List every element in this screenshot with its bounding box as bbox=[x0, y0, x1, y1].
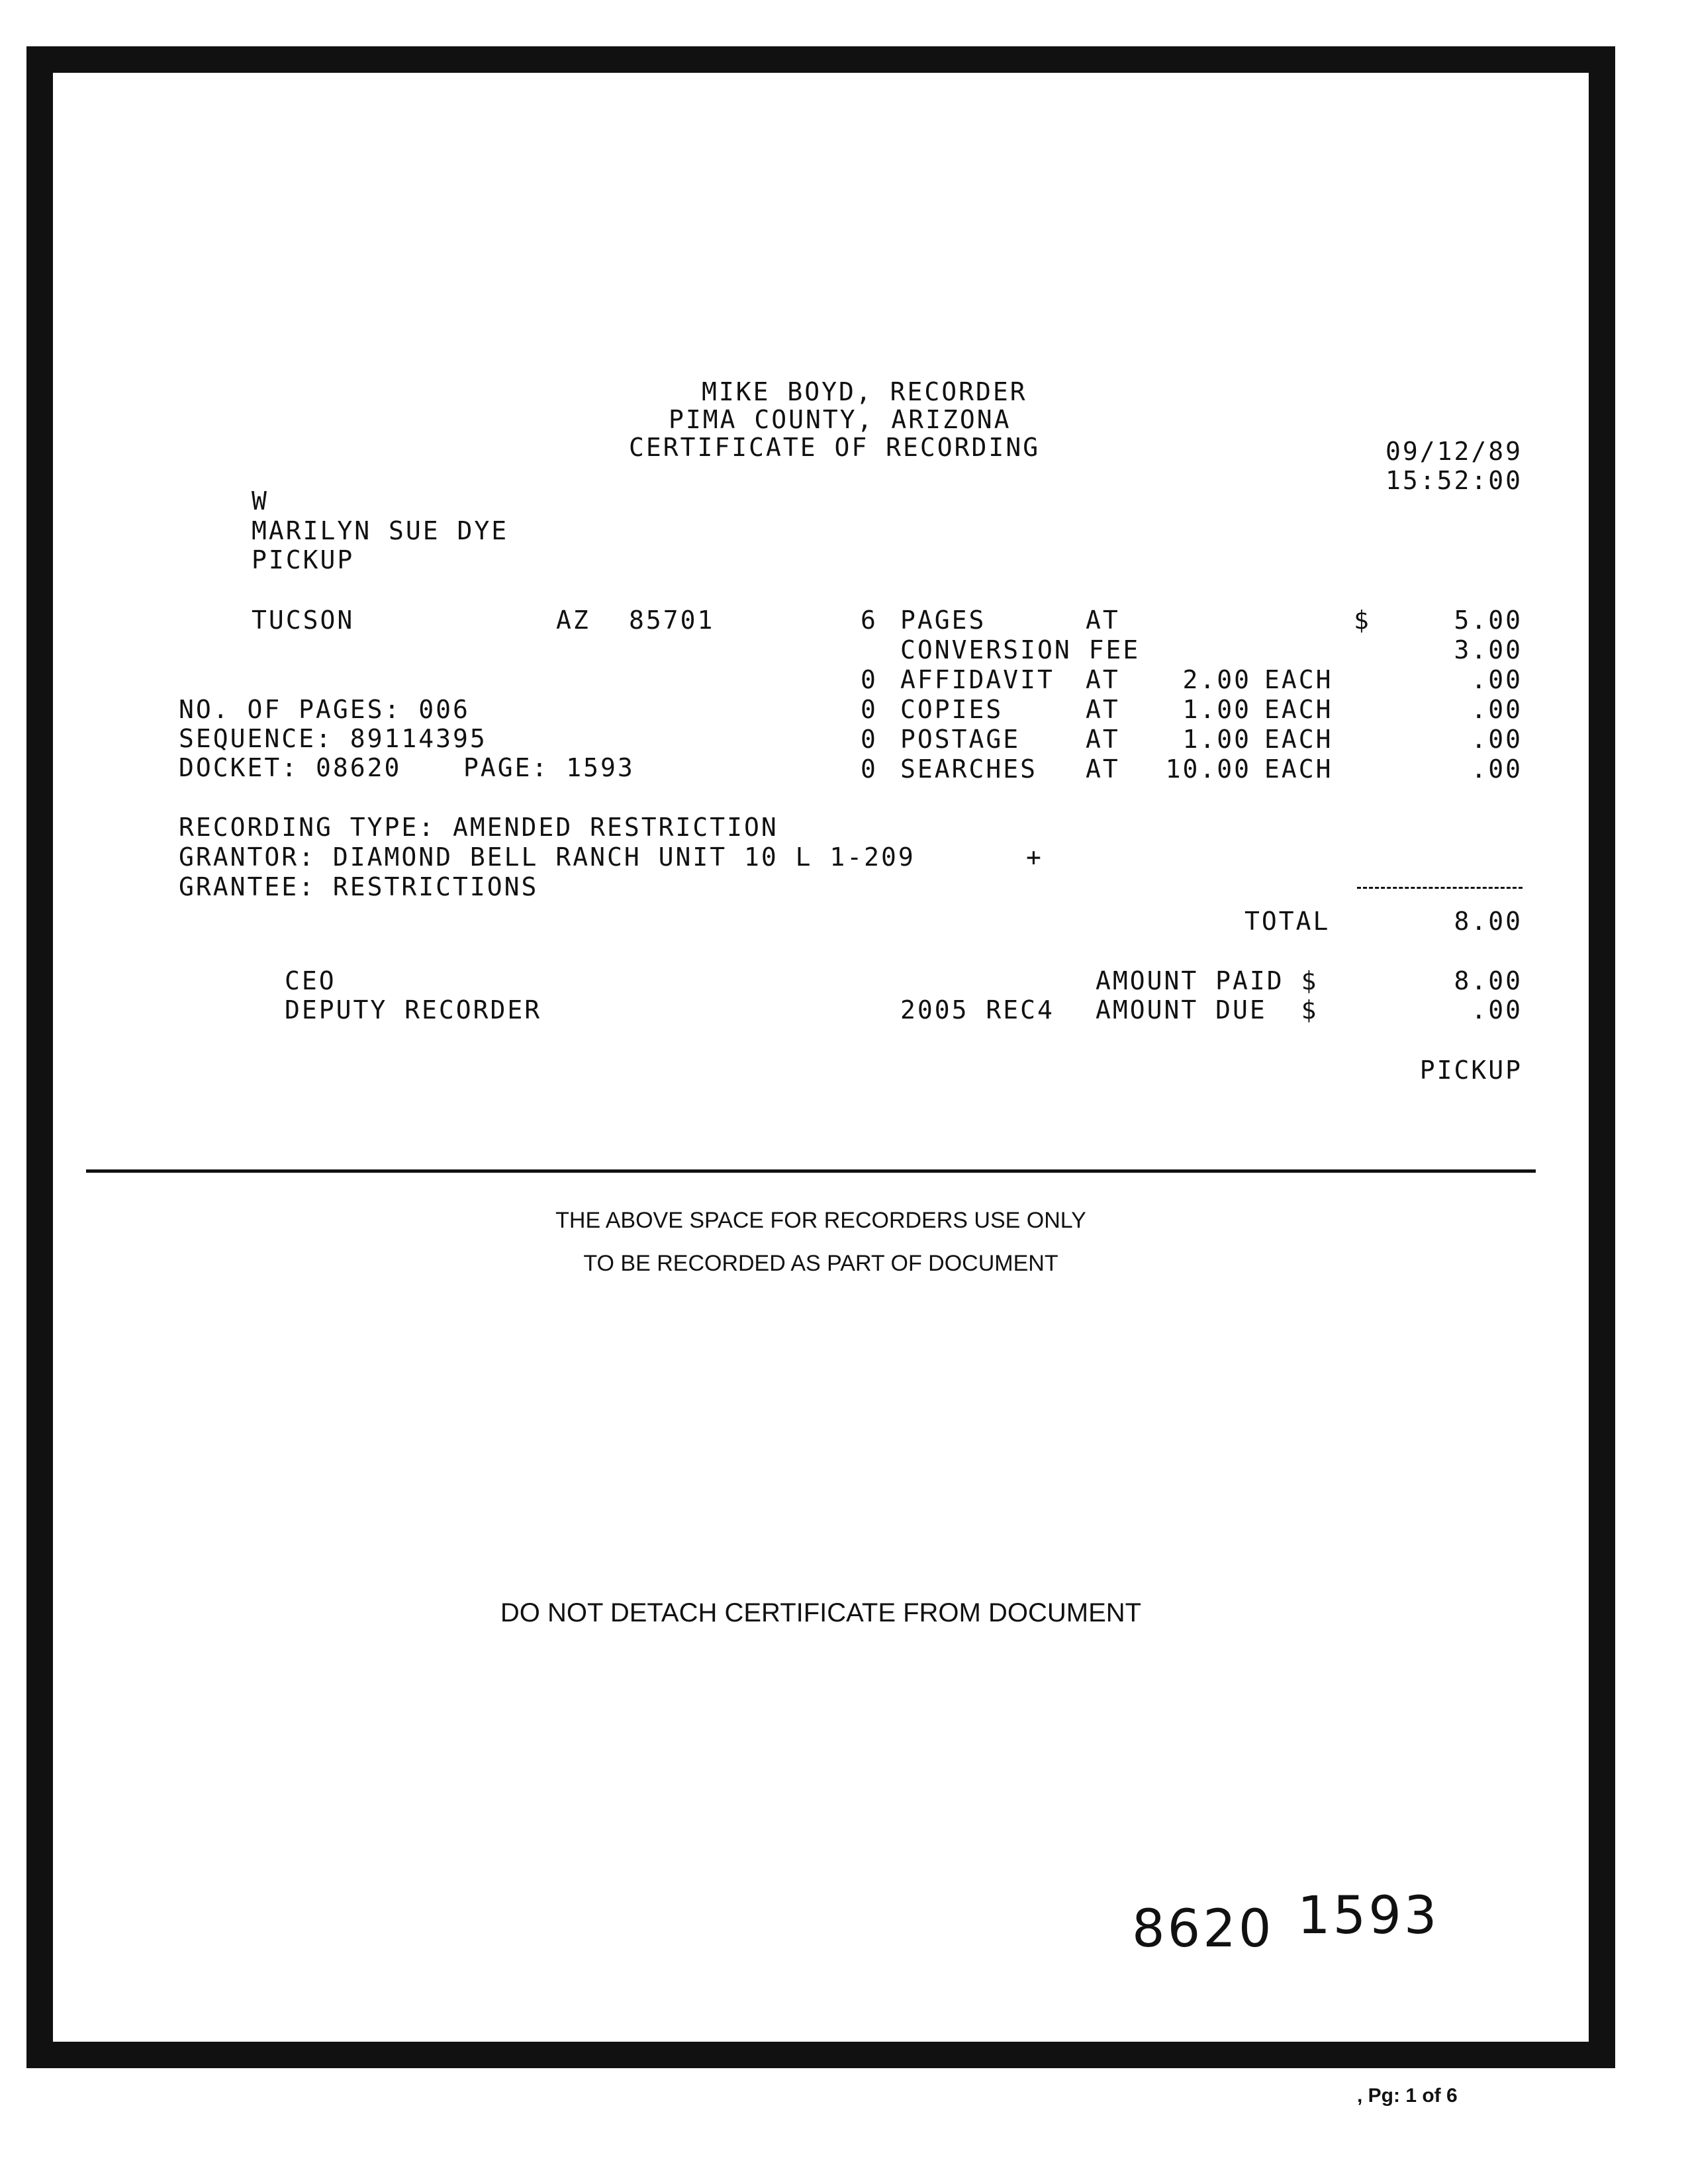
docket-stamp: 8620 bbox=[1132, 1899, 1274, 1959]
fee-amount: .00 bbox=[1471, 665, 1523, 694]
fee-at: AT bbox=[1086, 606, 1120, 635]
amount-due-label: AMOUNT DUE $ bbox=[1096, 995, 1319, 1024]
county-name: PIMA COUNTY, ARIZONA bbox=[669, 405, 1011, 434]
docket-number: DOCKET: 08620 bbox=[179, 753, 402, 782]
sequence-number: SEQUENCE: 89114395 bbox=[179, 724, 487, 753]
scan-border-bottom bbox=[26, 2042, 1615, 2068]
recorder-space-rule bbox=[86, 1169, 1536, 1173]
fee-item: POSTAGE bbox=[900, 725, 1021, 754]
page-indicator: , Pg: 1 of 6 bbox=[1357, 2085, 1458, 2107]
record-time: 15:52:00 bbox=[1385, 466, 1523, 495]
fee-amount: .00 bbox=[1471, 754, 1523, 784]
fee-qty: 0 bbox=[861, 665, 878, 694]
fee-at: AT bbox=[1086, 754, 1120, 784]
grantor: GRANTOR: DIAMOND BELL RANCH UNIT 10 L 1-209 bbox=[179, 842, 915, 872]
register-id: 2005 REC4 bbox=[900, 995, 1055, 1024]
fee-each: EACH bbox=[1264, 725, 1333, 754]
amount-paid-label: AMOUNT PAID $ bbox=[1096, 966, 1319, 995]
scan-border-top bbox=[26, 46, 1615, 73]
signer-name: CEO bbox=[285, 966, 336, 995]
page-stamp: 1593 bbox=[1297, 1886, 1440, 1946]
fee-item: PAGES bbox=[900, 606, 986, 635]
addressee-city: TUCSON bbox=[252, 606, 355, 635]
fee-rate: 1.00 bbox=[1182, 725, 1251, 754]
recorder-space-notice: THE ABOVE SPACE FOR RECORDERS USE ONLY bbox=[555, 1208, 1086, 1233]
addressee-name: MARILYN SUE DYE bbox=[252, 516, 509, 545]
record-as-part-notice: TO BE RECORDED AS PART OF DOCUMENT bbox=[583, 1251, 1058, 1276]
signer-title: DEPUTY RECORDER bbox=[285, 995, 542, 1024]
fee-qty: 0 bbox=[861, 754, 878, 784]
total-label: TOTAL bbox=[1244, 907, 1331, 936]
record-date: 09/12/89 bbox=[1385, 437, 1523, 466]
grantee: GRANTEE: RESTRICTIONS bbox=[179, 872, 539, 901]
fee-at: AT bbox=[1086, 725, 1120, 754]
delivery-method: PICKUP bbox=[252, 545, 355, 574]
do-not-detach-notice: DO NOT DETACH CERTIFICATE FROM DOCUMENT bbox=[500, 1598, 1142, 1627]
fee-dollar: $ bbox=[1354, 606, 1371, 635]
fee-at: AT bbox=[1086, 665, 1120, 694]
certificate-title: CERTIFICATE OF RECORDING bbox=[629, 433, 1041, 462]
recording-type: RECORDING TYPE: AMENDED RESTRICTION bbox=[179, 813, 778, 842]
addressee-state: AZ bbox=[556, 606, 590, 635]
fee-amount: .00 bbox=[1471, 725, 1523, 754]
total-divider bbox=[1357, 887, 1523, 889]
fee-each: EACH bbox=[1264, 754, 1333, 784]
total-amount: 8.00 bbox=[1454, 907, 1523, 936]
recorder-name: MIKE BOYD, RECORDER bbox=[702, 377, 1027, 406]
grantor-mark: + bbox=[1026, 842, 1043, 872]
addressee-zip: 85701 bbox=[629, 606, 715, 635]
fee-rate: 2.00 bbox=[1182, 665, 1251, 694]
fee-amount: .00 bbox=[1471, 695, 1523, 724]
page-number: PAGE: 1593 bbox=[463, 753, 635, 782]
scan-border-left bbox=[26, 46, 53, 2065]
fee-qty: 0 bbox=[861, 725, 878, 754]
fee-rate: 1.00 bbox=[1182, 695, 1251, 724]
addressee-mark: W bbox=[252, 486, 269, 516]
fee-at: AT bbox=[1086, 695, 1120, 724]
fee-item: SEARCHES bbox=[900, 754, 1038, 784]
fee-item: CONVERSION FEE bbox=[900, 635, 1141, 664]
fee-each: EACH bbox=[1264, 695, 1333, 724]
fee-qty: 6 bbox=[861, 606, 878, 635]
amount-due: .00 bbox=[1471, 995, 1523, 1024]
fee-rate: 10.00 bbox=[1165, 754, 1251, 784]
amount-paid: 8.00 bbox=[1454, 966, 1523, 995]
scan-border-right bbox=[1589, 46, 1615, 2065]
fee-item: AFFIDAVIT bbox=[900, 665, 1055, 694]
fee-each: EACH bbox=[1264, 665, 1333, 694]
fee-amount: 3.00 bbox=[1454, 635, 1523, 664]
page-count: NO. OF PAGES: 006 bbox=[179, 695, 470, 724]
pickup-label: PICKUP bbox=[1419, 1056, 1523, 1085]
fee-qty: 0 bbox=[861, 695, 878, 724]
fee-amount: 5.00 bbox=[1454, 606, 1523, 635]
fee-item: COPIES bbox=[900, 695, 1004, 724]
